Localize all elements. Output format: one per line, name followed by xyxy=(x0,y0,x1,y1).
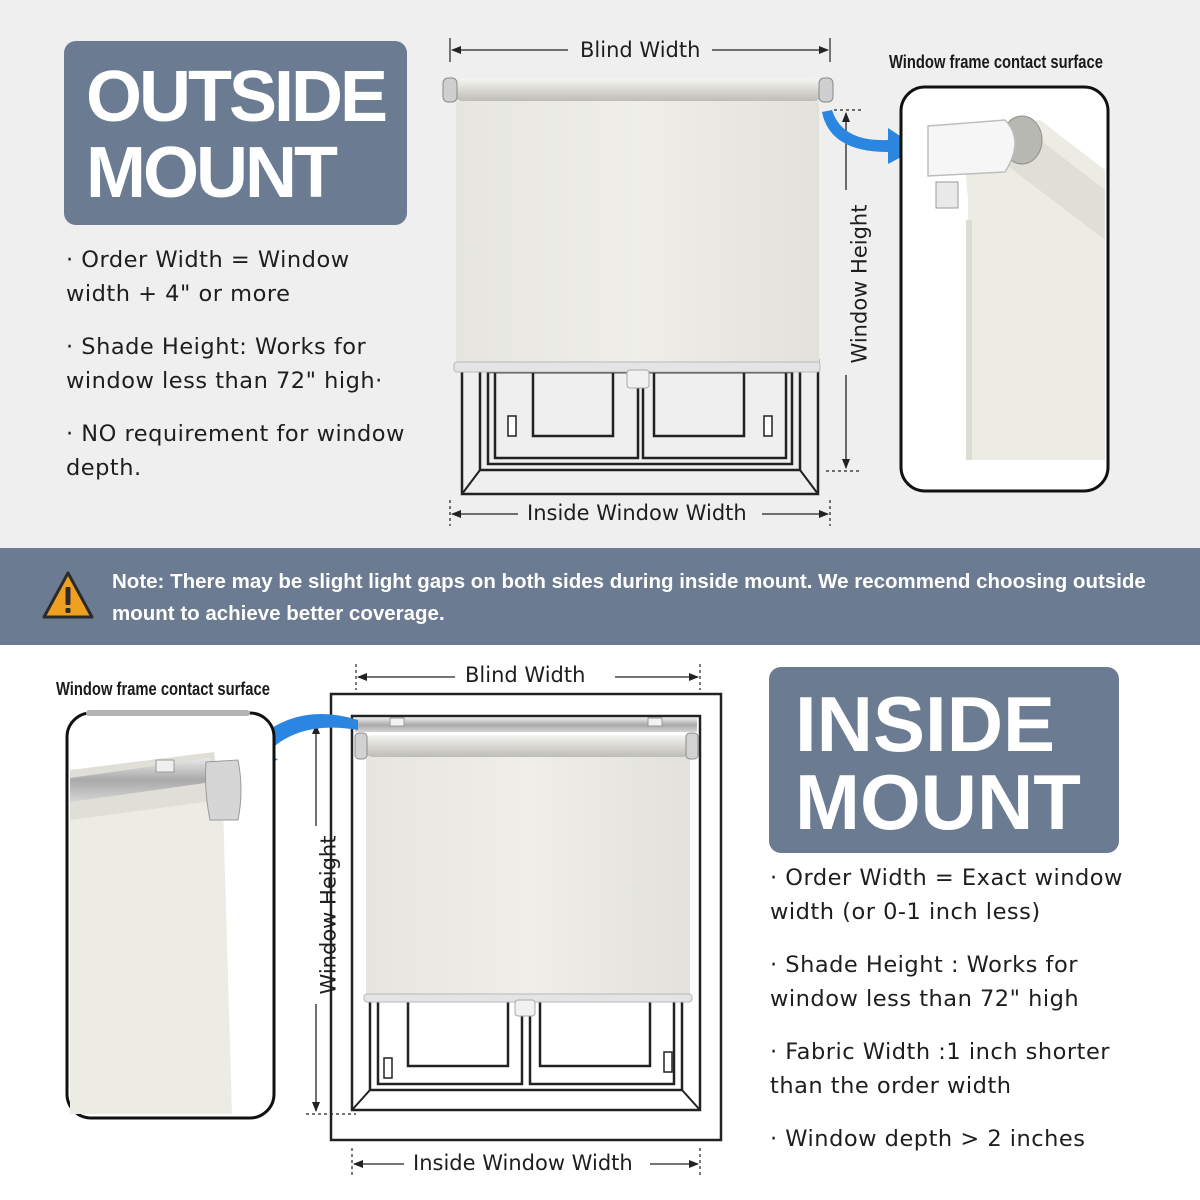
outside-title-line2: MOUNT xyxy=(86,133,335,213)
outside-contact-surface-label: Window frame contact surface xyxy=(889,52,1103,72)
outside-bullet-order-width: · Order Width = Window width + 4" or more xyxy=(66,247,350,307)
outside-bullet-window-depth: · NO requirement for window depth. xyxy=(66,421,405,481)
inside-bracket-closeup xyxy=(67,710,274,1118)
inside-window-height-label: Window Height xyxy=(316,835,341,995)
inside-blind-width-label: Blind Width xyxy=(465,663,586,687)
inside-roller-shade xyxy=(355,718,698,1016)
outside-blind-width-label: Blind Width xyxy=(580,38,701,62)
inside-bullet-order-width: · Order Width = Exact window width (or 0-1 inch less) xyxy=(770,865,1123,925)
inside-contact-surface-label: Window frame contact surface xyxy=(56,679,270,699)
inside-inside-window-width-label: Inside Window Width xyxy=(413,1151,633,1175)
outside-inside-window-width-label: Inside Window Width xyxy=(527,501,747,525)
outside-bracket-closeup xyxy=(901,87,1108,491)
inside-bullet-fabric-width: · Fabric Width :1 inch shorter than the order width xyxy=(770,1039,1111,1099)
inside-bullet-window-depth: · Window depth > 2 inches xyxy=(770,1126,1086,1152)
outside-bullet-shade-height: · Shade Height: Works for window less than 72" high· xyxy=(66,334,383,394)
inside-title-line2: MOUNT xyxy=(795,758,1081,846)
outside-title-line1: OUTSIDE xyxy=(86,57,386,137)
inside-title-line1: INSIDE xyxy=(795,680,1056,768)
note-text: Note: There may be slight light gaps on both sides during inside mount. We recommend choosing outside mount to achieve better coverage. xyxy=(112,570,1146,625)
inside-bullet-shade-height: · Shade Height : Works for window less than 72" high xyxy=(770,952,1080,1012)
outside-roller-shade xyxy=(443,78,833,388)
outside-window-height-label: Window Height xyxy=(847,204,872,364)
